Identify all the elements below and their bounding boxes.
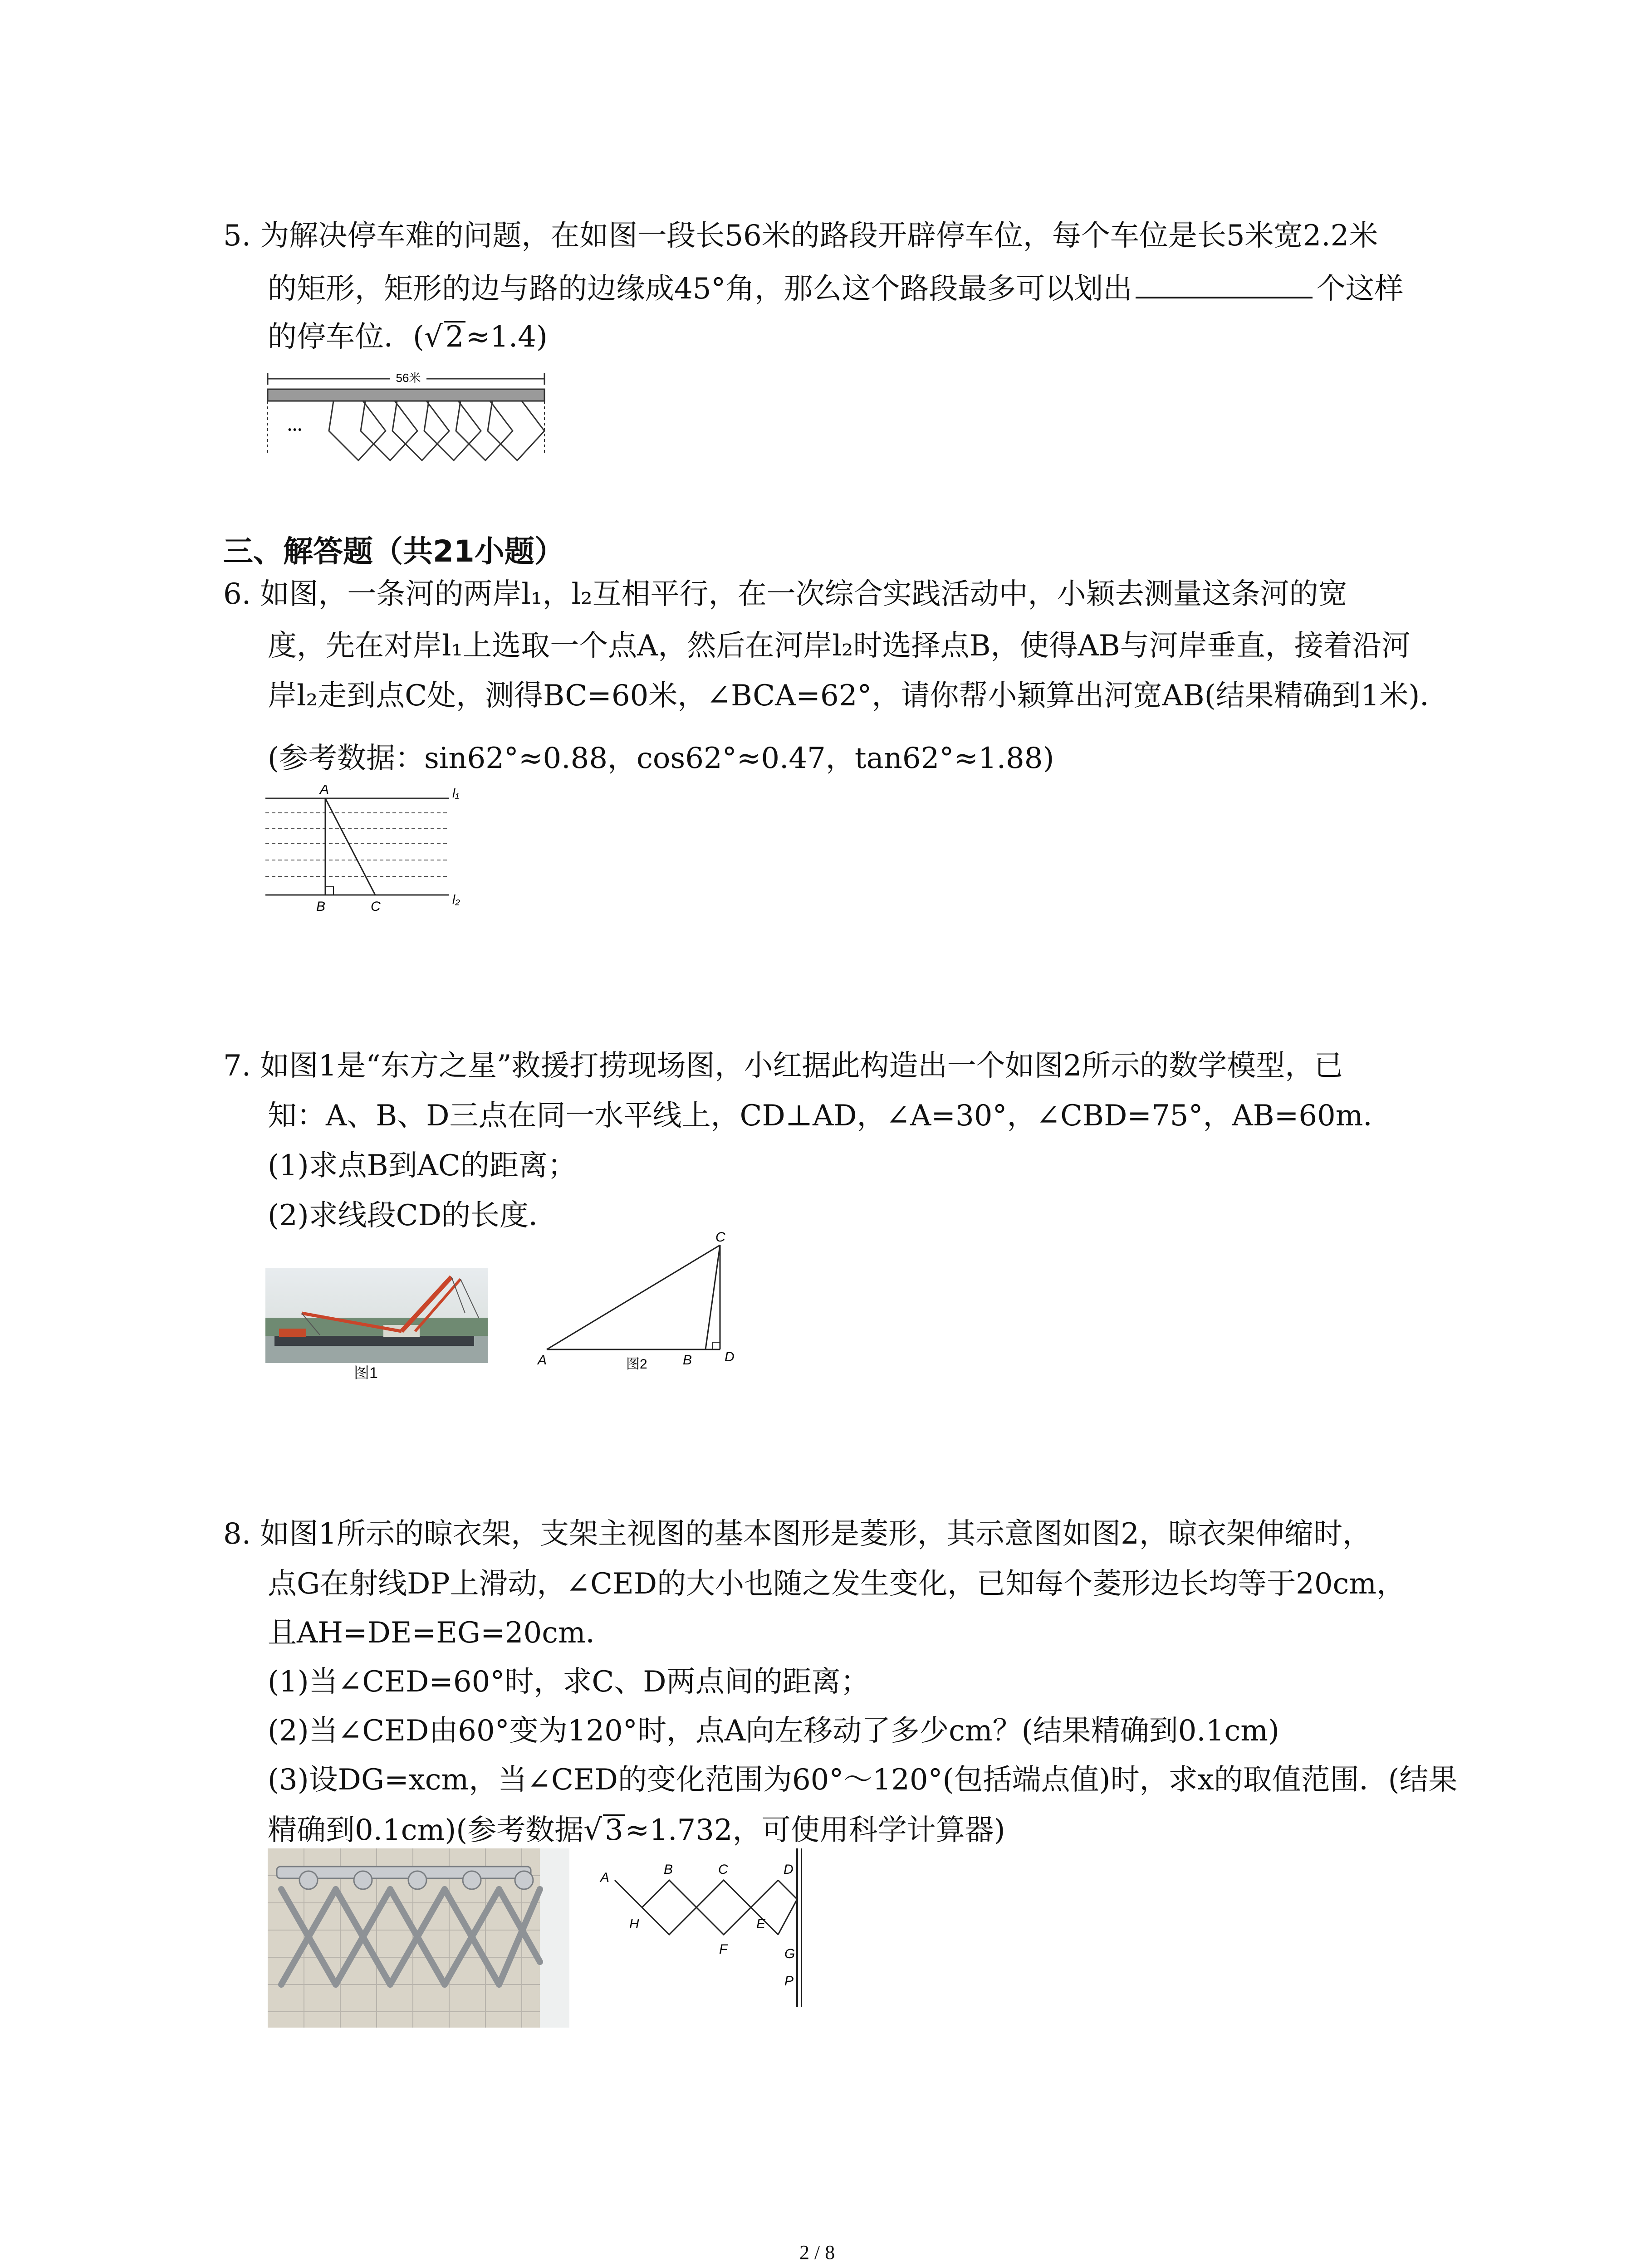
- q5-line-2-text-a: 的矩形，矩形的边与路的边缘成45°角，那么这个路段最多可以划出: [268, 272, 1132, 306]
- q6-line-2: 度，先在对岸l₁上选取一个点A，然后在河岸l₂时选择点B，使得AB与河岸垂直，接着沿河: [268, 629, 1411, 663]
- q6-line-3: 岸l₂走到点C处，测得BC=60米，∠BCA=62°，请你帮小颖算出河宽AB(结果精确到1米)．: [268, 679, 1449, 713]
- label-c: C: [371, 899, 381, 912]
- length-label: 56米: [396, 371, 421, 385]
- q7-line-1: 7. 如图1是“东方之星”救援打捞现场图，小红据此构造出一个如图2所示的数学模型，已: [223, 1049, 1343, 1083]
- continuation-dots: ···: [287, 421, 303, 438]
- q7-line-3: (1)求点B到AC的距离；: [268, 1149, 577, 1183]
- q5-line-3-text-a: 的停车位．(: [268, 320, 424, 354]
- q6-line-4: (参考数据：sin62°≈0.88，cos62°≈0.47，tan62°≈1.88): [268, 742, 1054, 775]
- q8-rhombus-figure: [592, 1844, 860, 2025]
- segment-bc: [705, 1245, 720, 1349]
- parking-spaces: [329, 401, 544, 460]
- road-edge: [268, 389, 544, 401]
- sqrt-radicand: 2: [444, 321, 466, 352]
- section-heading: 三、解答题（共21小题）: [223, 534, 564, 569]
- river-water-lines: [265, 813, 449, 876]
- label-a: A: [320, 785, 329, 797]
- fig2-caption: 图2: [626, 1357, 647, 1372]
- sqrt-symbol: √: [583, 1813, 603, 1847]
- q8-line-7: [268, 1814, 1005, 1845]
- q5-line-2-text-b: 个这样: [1316, 272, 1404, 306]
- label-p: P: [784, 1974, 794, 1989]
- label-b: B: [664, 1862, 673, 1877]
- label-b: B: [316, 899, 326, 912]
- label-g: G: [784, 1946, 795, 1961]
- right-angle-mark: [325, 887, 333, 895]
- label-a: A: [600, 1870, 610, 1885]
- q6-river-figure: [265, 785, 474, 912]
- q6-line-1: 6. 如图，一条河的两岸l₁，l₂互相平行，在一次综合实践活动中，小颖去测量这条河的宽: [223, 577, 1347, 611]
- q8-line-7-text-b: ≈1.732，可使用科学计算器): [625, 1813, 1005, 1847]
- q5-line-2: [268, 271, 1404, 306]
- q8-line-2: 点G在射线DP上滑动，∠CED的大小也随之发生变化，已知每个菱形边长均等于20cm，: [268, 1567, 1406, 1601]
- q5-line-3: [268, 321, 548, 352]
- sqrt-radicand: 3: [603, 1814, 625, 1845]
- q8-line-6: (3)设DG=xcm，当∠CED的变化范围为60°～120°(包括端点值)时，求x的取值范围．(结果: [268, 1763, 1458, 1797]
- label-l2: l₂: [452, 892, 460, 906]
- q5-parking-figure: [265, 363, 556, 472]
- label-a: A: [538, 1353, 547, 1368]
- fig1-caption: 图1: [354, 1364, 378, 1382]
- q8-line-1: 8. 如图1所示的晾衣架，支架主视图的基本图形是菱形，其示意图如图2，晾衣架伸缩时，: [223, 1517, 1372, 1551]
- q7-triangle-figure: [533, 1227, 742, 1372]
- label-h: H: [629, 1916, 639, 1931]
- answer-blank: [1136, 271, 1313, 298]
- page-number: 2 / 8: [799, 2241, 835, 2263]
- crane-rescue-photo: [265, 1268, 488, 1363]
- rhombus-chain: [615, 1848, 802, 2007]
- label-b: B: [683, 1353, 692, 1368]
- segment-ac: [547, 1245, 720, 1349]
- q8-line-5: (2)当∠CED由60°变为120°时，点A向左移动了多少cm？(结果精确到0.1cm): [268, 1714, 1279, 1748]
- q8-line-3: 且AH=DE=EG=20cm．: [268, 1616, 615, 1650]
- label-c: C: [718, 1862, 728, 1877]
- label-c: C: [715, 1230, 725, 1245]
- q5-line-3-text-b: ≈1.4): [465, 320, 548, 354]
- label-l1: l₁: [452, 786, 460, 800]
- label-d: D: [784, 1862, 794, 1877]
- sqrt-symbol: √: [424, 320, 443, 354]
- label-d: D: [725, 1349, 735, 1364]
- label-f: F: [719, 1942, 728, 1957]
- q8-line-4: (1)当∠CED=60°时，求C、D两点间的距离；: [268, 1665, 870, 1699]
- clothes-rack-photo: [268, 1848, 569, 2028]
- right-angle-mark: [713, 1342, 720, 1349]
- q5-line-1: 5. 为解决停车难的问题，在如图一段长56米的路段开辟停车位，每个车位是长5米宽2.2米: [223, 219, 1378, 253]
- q7-line-4: (2)求线段CD的长度．: [268, 1199, 558, 1232]
- label-e: E: [756, 1916, 766, 1931]
- q8-line-7-text-a: 精确到0.1cm)(参考数据: [268, 1813, 584, 1847]
- q7-line-2: 知：A、B、D三点在同一水平线上，CD⊥AD，∠A=30°，∠CBD=75°，AB=60m．: [268, 1099, 1392, 1133]
